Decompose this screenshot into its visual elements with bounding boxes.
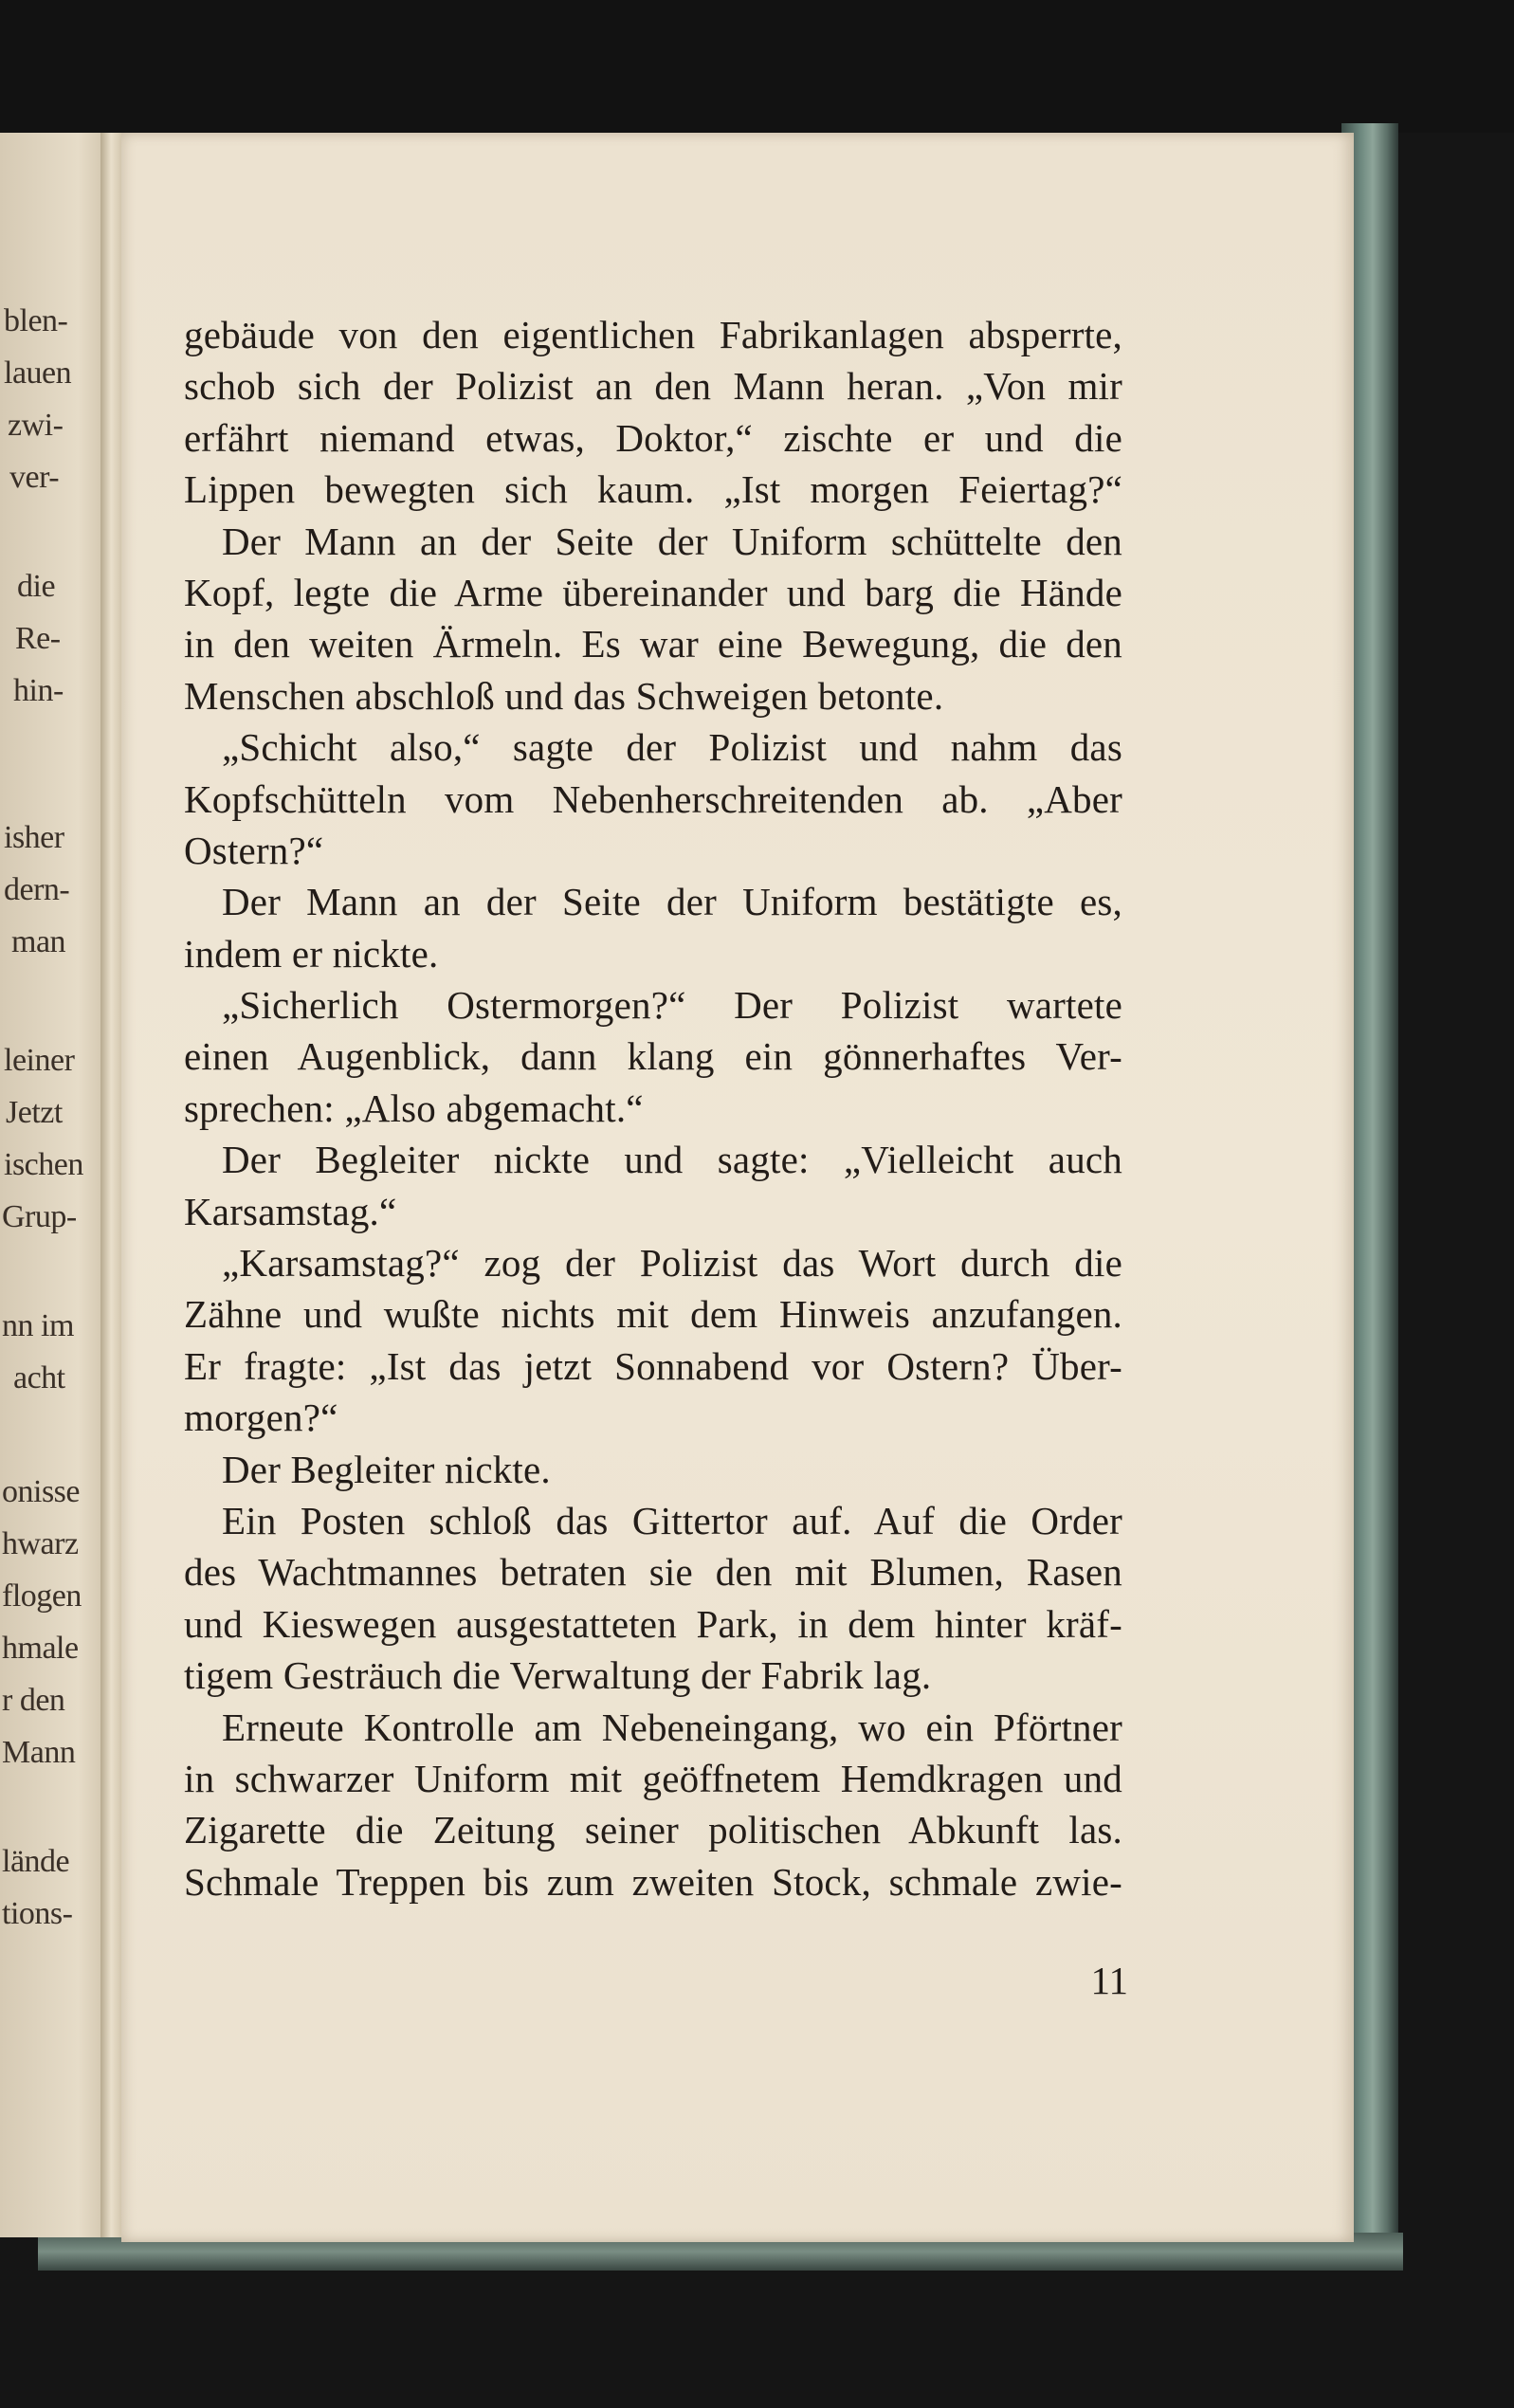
text-line: „Karsamstag?“ zog der Polizist das Wort durch die: [222, 1241, 1122, 1286]
text-line: tigem Gesträuch die Verwaltung der Fabrik lag.: [184, 1653, 932, 1698]
text-line: Ein Posten schloß das Gittertor auf. Auf die Order: [222, 1498, 1122, 1542]
text-line: Zähne und wußte nichts mit dem Hinweis anzufangen.: [184, 1292, 1122, 1337]
left-page-fragment: r den: [2, 1683, 65, 1718]
text-line: Schmale Treppen bis zum zweiten Stock, schmale zwie-: [184, 1859, 1122, 1904]
text-line: Karsamstag.“: [184, 1189, 397, 1233]
left-page-fragment: hwarz: [2, 1526, 79, 1561]
text-line: „Sicherlich Ostermorgen?“ Der Polizist wartete: [222, 983, 1122, 1028]
text-line: Der Mann an der Seite der Uniform bestätigte es,: [222, 880, 1122, 924]
text-line: erfährt niemand etwas, Doktor,“ zischte er und die: [184, 415, 1122, 460]
left-page-fragment: die: [17, 569, 56, 604]
left-page: [0, 133, 112, 2237]
body-text: [184, 309, 1122, 1907]
text-line: Der Begleiter nickte und sagte: „Vielleicht auch: [222, 1138, 1122, 1182]
text-line: indem er nickte.: [184, 931, 439, 976]
left-page-fragment: Re-: [15, 621, 61, 656]
text-line: Zigarette die Zeitung seiner politischen Abkunft las.: [184, 1808, 1122, 1852]
left-page-fragment: ver-: [9, 460, 60, 495]
text-line: in den weiten Ärmeln. Es war eine Bewegung, die den: [184, 622, 1122, 666]
left-page-fragment: isher: [4, 820, 64, 855]
left-page-fragment: ischen: [4, 1147, 83, 1182]
left-page-fragment: hin-: [13, 673, 64, 708]
left-page-fragment: Jetzt: [6, 1095, 63, 1130]
left-page-fragment: onisse: [2, 1474, 80, 1509]
page-number: 11: [1090, 1959, 1128, 2002]
text-line: Menschen abschloß und das Schweigen betonte.: [184, 673, 944, 718]
left-page-fragment: Mann: [2, 1735, 76, 1770]
text-line: Er fragte: „Ist das jetzt Sonnabend vor Ostern? Über-: [184, 1343, 1122, 1388]
text-line: „Schicht also,“ sagte der Polizist und nahm das: [222, 725, 1122, 770]
left-page-fragment: tions-: [2, 1896, 73, 1931]
left-page-fragment: leiner: [4, 1043, 75, 1078]
text-line: Ostern?“: [184, 828, 324, 872]
left-page-fragment: nn im: [2, 1308, 74, 1343]
left-page-fragment: lände: [2, 1844, 70, 1879]
backdrop: [0, 0, 1514, 133]
text-line: Kopf, legte die Arme übereinander und barg die Hände: [184, 570, 1122, 614]
left-page-fragment: hmale: [2, 1631, 79, 1666]
text-line: morgen?“: [184, 1396, 338, 1440]
text-line: und Kieswegen ausgestatteten Park, in dem hinter kräf-: [184, 1601, 1122, 1646]
left-page-fragment: flogen: [2, 1578, 82, 1614]
text-line: Lippen bewegten sich kaum. „Ist morgen Feiertag?“: [184, 467, 1122, 512]
text-line: Kopfschütteln vom Nebenherschreitenden ab. „Aber: [184, 776, 1122, 821]
left-page-fragment: dern-: [4, 872, 70, 907]
text-line: in schwarzer Uniform mit geöffnetem Hemdkragen und: [184, 1756, 1122, 1800]
left-page-fragment: blen-: [4, 303, 68, 338]
text-line: sprechen: „Also abgemacht.“: [184, 1085, 644, 1130]
left-page-fragment: acht: [13, 1360, 65, 1396]
text-line: einen Augenblick, dann klang ein gönnerhaftes Ver-: [184, 1034, 1122, 1079]
left-page-fragment: zwi-: [8, 408, 64, 443]
left-page-fragment: Grup-: [2, 1199, 77, 1234]
text-line: gebäude von den eigentlichen Fabrikanlagen absperrte,: [184, 313, 1122, 356]
text-line: Erneute Kontrolle am Nebeneingang, wo ein Pförtner: [222, 1705, 1122, 1749]
text-line: schob sich der Polizist an den Mann heran. „Von mir: [184, 364, 1122, 409]
left-page-fragment: lauen: [4, 356, 72, 391]
text-line: Der Mann an der Seite der Uniform schüttelte den: [222, 519, 1122, 563]
left-page-fragment: man: [11, 924, 66, 959]
text-line: des Wachtmannes betraten sie den mit Blumen, Rasen: [184, 1550, 1122, 1595]
text-line: Der Begleiter nickte.: [222, 1447, 551, 1491]
